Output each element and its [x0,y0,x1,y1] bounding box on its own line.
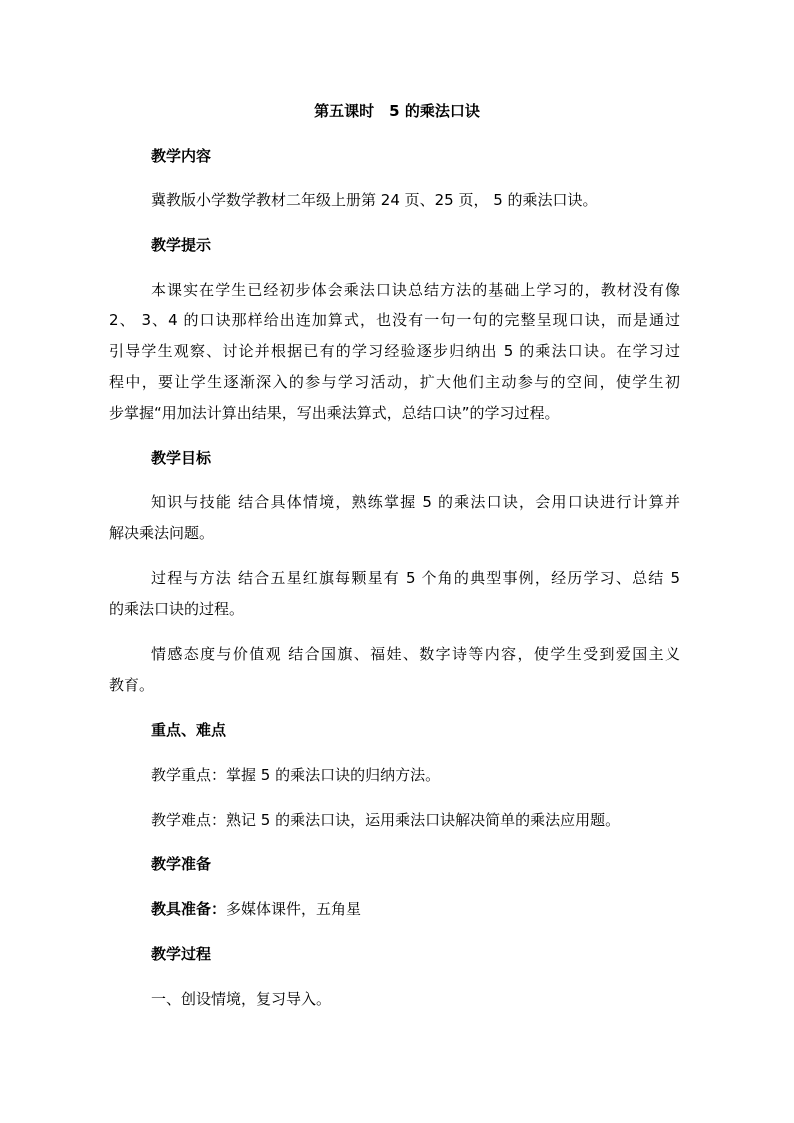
section-heading-content: 教学内容 [151,147,212,165]
section-heading-process: 教学过程 [151,945,212,963]
goal-knowledge-line: 知识与技能 结合具体情境，熟练掌握 5 的乘法口诀，会用口诀进行计算并 [151,493,680,511]
section-heading-preparation: 教学准备 [151,855,212,873]
preparation-text [151,899,361,919]
goal-emotion-line: 教育。 [109,676,155,694]
section-heading-key-points: 重点、难点 [151,721,227,739]
process-step: 一、创设情境，复习导入。 [151,990,332,1008]
hints-line: 程中，要让学生逐渐深入的参与学习活动，扩大他们主动参与的空间，使学生初 [109,373,680,391]
hints-line: 步掌握“用加法计算出结果，写出乘法算式，总结口诀”的学习过程。 [109,404,560,422]
key-point-text: 教学重点：掌握 5 的乘法口诀的归纳方法。 [151,766,441,784]
hints-line: 引导学生观察、讨论并根据已有的学习经验逐步归纳出 5 的乘法口诀。在学习过 [109,342,680,360]
hints-line: 本课实在学生已经初步体会乘法口诀总结方法的基础上学习的，教材没有像 [151,281,680,299]
document-title: 第五课时 5 的乘法口诀 [314,102,480,120]
hints-line: 2、 3、4 的口诀那样给出连加算式，也没有一句一句的完整呈现口诀，而是通过 [109,311,680,329]
preparation-items: 多媒体课件，五角星 [226,900,362,918]
content-text: 冀教版小学数学教材二年级上册第 24 页、25 页， 5 的乘法口诀。 [151,191,598,209]
section-heading-hints: 教学提示 [151,236,212,254]
difficulty-text: 教学难点：熟记 5 的乘法口诀，运用乘法口诀解决简单的乘法应用题。 [151,811,621,829]
preparation-label: 教具准备： [151,900,227,918]
goal-emotion-line: 情感态度与价值观 结合国旗、福娃、数字诗等内容，使学生受到爱国主义 [151,645,680,663]
goal-process-line: 的乘法口诀的过程。 [109,600,245,618]
section-heading-goals: 教学目标 [151,449,212,467]
goal-process-line: 过程与方法 结合五星红旗每颗星有 5 个角的典型事例，经历学习、总结 5 [151,569,680,587]
goal-knowledge-line: 解决乘法问题。 [109,524,215,542]
